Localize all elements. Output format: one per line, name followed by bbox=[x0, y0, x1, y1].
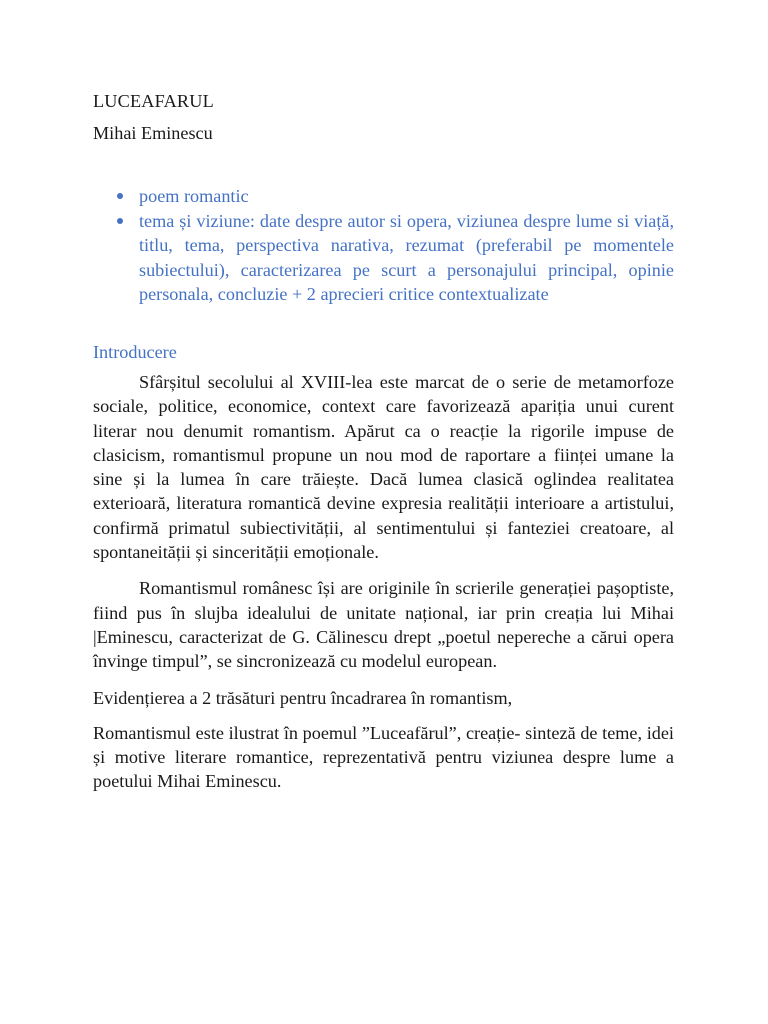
paragraph-2: Romantismul românesc își are originile în scrierile generației pașoptiste, fiind pus în slujba idealului de unitate național, iar prin creația lui Mihai |Eminescu, caracterizat de G. Călinescu drept „poetul nepereche a cărui opera învinge timpul”, se sincronizează cu modelul european. bbox=[93, 578, 674, 672]
paragraph-3: Evidențierea a 2 trăsături pentru încadrarea în romantism, bbox=[93, 687, 513, 708]
bullet-dot-icon bbox=[117, 218, 123, 224]
bullet-text: poem romantic bbox=[139, 186, 249, 206]
bullet-text: tema și viziune: date despre autor si opera, viziunea despre lume si viață, titlu, tema, perspectiva narativa, rezumat (preferabil pe momentele subiectului), caracterizarea pe scurt a personajului principal, opinie personala, concluzie + 2 aprecieri critice contextualizate bbox=[139, 210, 674, 305]
bullet-item bbox=[93, 184, 674, 209]
document-title: LUCEAFARUL bbox=[93, 91, 214, 111]
paragraph-4: Romantismul este ilustrat în poemul ”Luceafărul”, creație- sinteză de teme, idei și motive literare romantice, reprezentativă pentru viziunea despre lume a poetului Mihai Eminescu. bbox=[93, 722, 674, 792]
bullet-item bbox=[93, 209, 674, 307]
document-author: Mihai Eminescu bbox=[93, 123, 213, 143]
bullet-dot-icon bbox=[117, 193, 123, 199]
topic-bullet-list bbox=[93, 184, 674, 307]
paragraph-1: Sfârșitul secolului al XVIII-lea este marcat de o serie de metamorfoze sociale, politice, economice, context care favorizează apariția unui curent literar nou denumit romantism. Apărut ca o reacție la rigorile impuse de clasicism, romantismul propune un nou mod de raportare a ființei umane la sine și la lumea în care trăiește. Dacă lumea clasică oglindea realitatea exterioară, literatura romantică devine expresia realității interioare a artistului, confirmă primatul subiectivității, al sentimentului și fanteziei creatoare, al spontaneității și sincerității emoționale. bbox=[93, 371, 674, 563]
section-heading-introducere: Introducere bbox=[93, 341, 177, 362]
